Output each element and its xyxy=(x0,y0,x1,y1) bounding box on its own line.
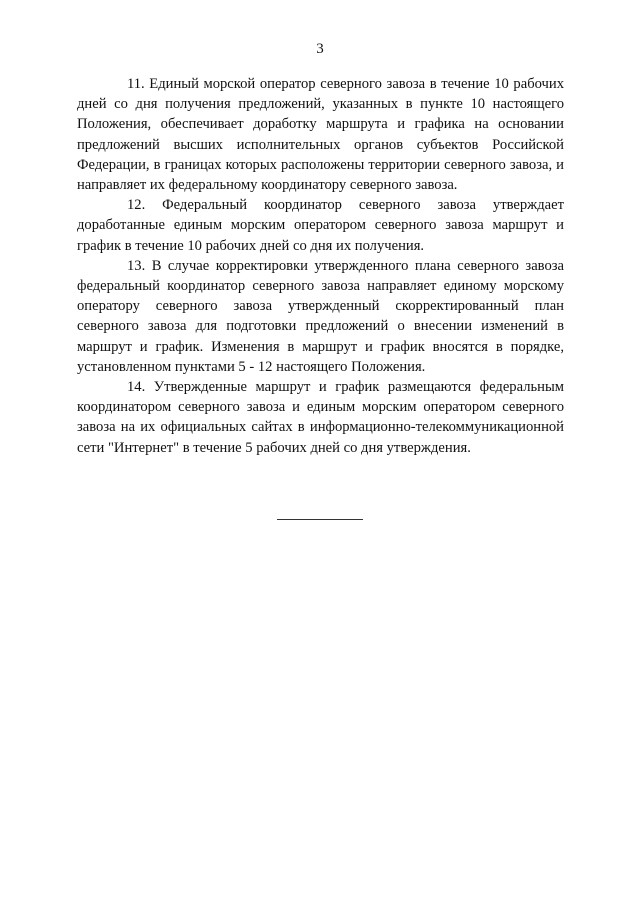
end-of-text-divider xyxy=(277,519,363,520)
document-body xyxy=(77,74,564,458)
paragraph-13: 13. В случае корректировки утвержденного плана северного завоза федеральный координатор северного завоза направляет единому морскому оператору северного завоза утвержденный скорректированный план северного завоза для подготовки предложений о внесении изменений в маршрут и график. Изменения в маршрут и график вносятся в порядке, установленном пунктами 5 - 12 настоящего Положения. xyxy=(77,257,564,375)
paragraph-12: 12. Федеральный координатор северного завоза утверждает доработанные единым морским оператором северного завоза маршрут и график в течение 10 рабочих дней со дня их получения. xyxy=(77,197,564,254)
paragraph-11: 11. Единый морской оператор северного завоза в течение 10 рабочих дней со дня получения предложений, указанных в пункте 10 настоящего Положения, обеспечивает доработку маршрута и графика на основании предложений высших исполнительных органов субъектов Российской Федерации, в границах которых расположены территории северного завоза, и направляет их федеральному координатору северного завоза. xyxy=(77,76,564,194)
paragraph-14: 14. Утвержденные маршрут и график размещаются федеральным координатором северного завоза и единым морским оператором северного завоза на их официальных сайтах в информационно-телекоммуникационной сети "Интернет" в течение 5 рабочих дней со дня утверждения. xyxy=(77,379,564,456)
page-number: 3 xyxy=(316,41,324,57)
